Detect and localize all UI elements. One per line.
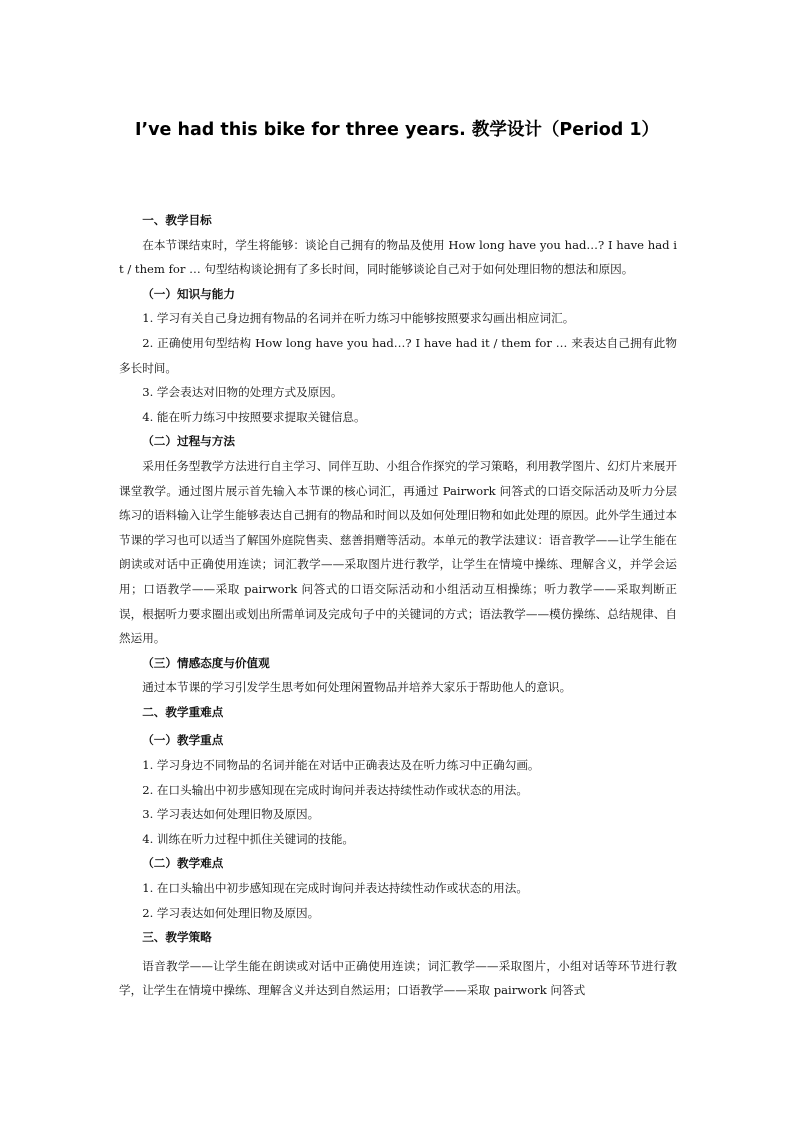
objectives-intro: 在本节课结束时，学生将能够：谈论自己拥有的物品及使用 How long have you had…? I have had it / them for … 句型结构谈论拥有了多长时间，同时能够谈论自己对于如何处理旧物的想法和原因。: [119, 237, 677, 277]
subheading-attitude: （三）情感态度与价值观: [142, 655, 270, 670]
section-heading-strategy: 三、教学策略: [142, 930, 212, 945]
list-item: 1. 在口头输出中初步感知现在完成时询问并表达持续性动作或状态的用法。: [142, 881, 528, 896]
subheading-knowledge: （一）知识与能力: [142, 286, 235, 301]
list-item: 2. 正确使用句型结构 How long have you had…? I have had it / them for … 来表达自己拥有此物多长时间。: [119, 335, 677, 375]
attitude-paragraph: 通过本节课的学习引发学生思考如何处理闲置物品并培养大家乐于帮助他人的意识。: [142, 680, 572, 695]
subheading-difficulty: （二）教学难点: [142, 856, 224, 871]
document-title: I’ve had this bike for three years. 教学设计（Period 1）: [134, 120, 660, 140]
subheading-focus: （一）教学重点: [142, 733, 224, 748]
process-paragraph: 采用任务型教学方法进行自主学习、同伴互助、小组合作探究的学习策略，利用教学图片、幻灯片来展开课堂教学。通过图片展示首先输入本节课的核心词汇，再通过 Pairwork 问答式的口语交际活动及听力分层练习的语料输入让学生能够表达自己拥有的物品和时间以及如何处理旧物和如此处理的原因。此外学生通过本节课的学习也可以适当了解国外庭院售卖、慈善捐赠等活动。本单元的教学法建议：语音教学——让学生能在朗读或对话中正确使用连读；词汇教学——采取图片进行教学，让学生在情境中操练、理解含义，并学会运用；口语教学——采取 pairwork 问答式的口语交际活动和小组活动互相操练；听力教学——采取判断正误，根据听力要求圈出或划出所需单词及完成句子中的关键词的方式；语法教学——模仿操练、总结规律、自然运用。: [119, 458, 677, 646]
list-item: 3. 学习表达如何处理旧物及原因。: [142, 807, 320, 822]
subheading-process: （二）过程与方法: [142, 434, 235, 449]
strategy-paragraph: 语音教学——让学生能在朗读或对话中正确使用连读；词汇教学——采取图片，小组对话等环节进行教学，让学生在情境中操练、理解含义并达到自然运用；口语教学——采取 pairwork 问答式: [119, 958, 677, 998]
list-item: 3. 学会表达对旧物的处理方式及原因。: [142, 385, 343, 400]
document-body: [119, 208, 677, 1003]
list-item: 2. 在口头输出中初步感知现在完成时询问并表达持续性动作或状态的用法。: [142, 782, 528, 797]
section-heading-key-points: 二、教学重难点: [142, 704, 224, 719]
list-item: 4. 训练在听力过程中抓住关键词的技能。: [142, 831, 355, 846]
list-item: 2. 学习表达如何处理旧物及原因。: [142, 905, 320, 920]
list-item: 4. 能在听力练习中按照要求提取关键信息。: [142, 409, 366, 424]
section-heading-objectives: 一、教学目标: [142, 213, 212, 227]
list-item: 1. 学习身边不同物品的名词并能在对话中正确表达及在听力练习中正确勾画。: [142, 758, 540, 773]
list-item: 1. 学习有关自己身边拥有物品的名词并在听力练习中能够按照要求勾画出相应词汇。: [142, 311, 575, 326]
